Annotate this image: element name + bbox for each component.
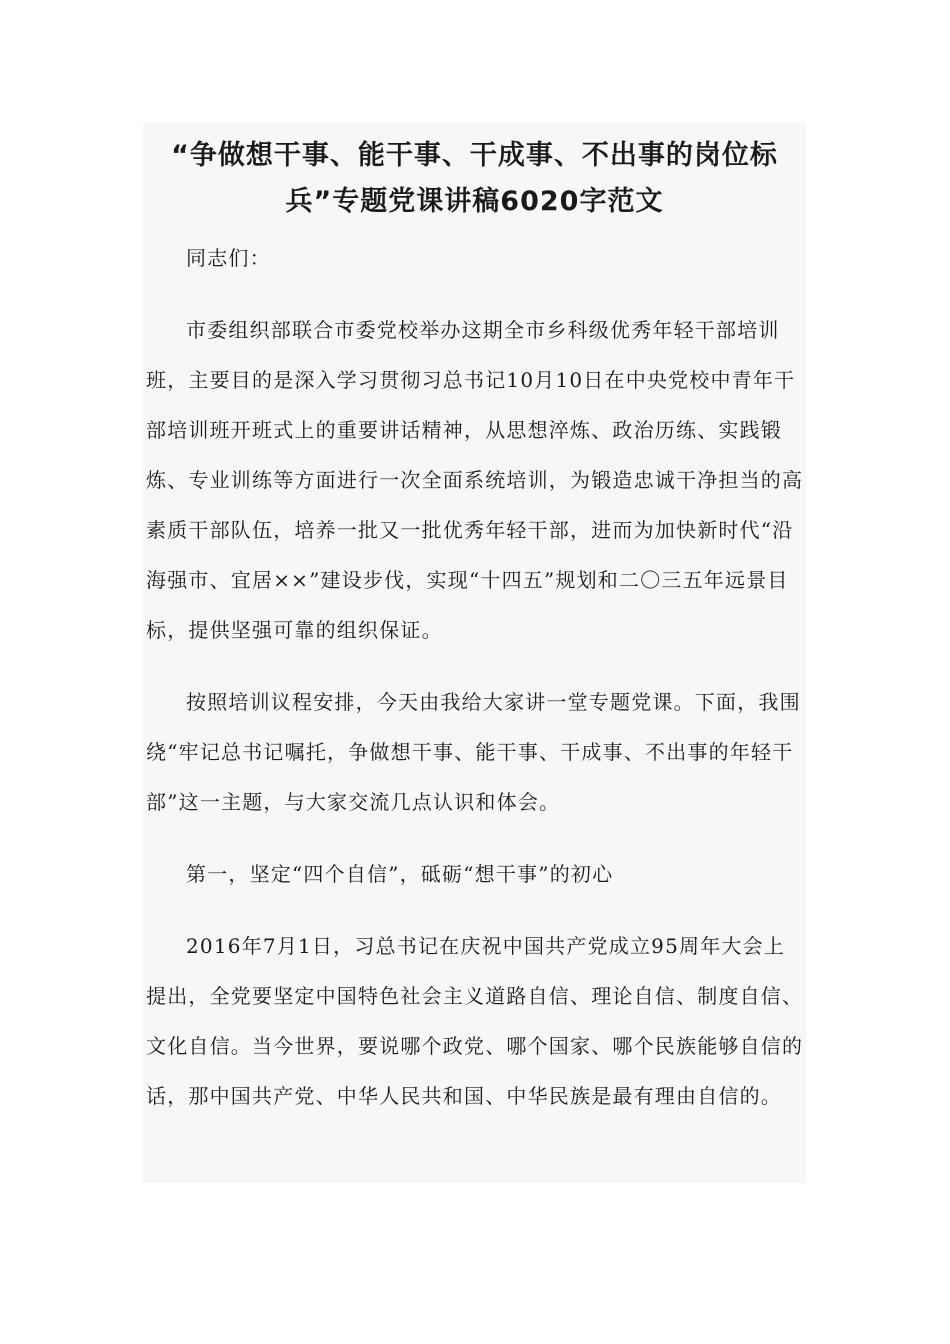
section-heading-1: 第一，坚定“四个自信”，砥砺“想干事”的初心 (186, 862, 614, 886)
paragraph-intro: 市委组织部联合市委党校举办这期全市乡科级优秀年轻干部培训班，主要目的是深入学习贯彻习总书记10月10日在中央党校中青年干部培训班开班式上的重要讲话精神，从思想淬炼、政治历练、实践锻炼、专业训练等方面进行一次全面系统培训，为锻造忠诚干净担当的高素质干部队伍，培养一批又一批优秀年轻干部，进而为加快新时代“沿海强市、宜居××”建设步伐，实现“十四五”规划和二〇三五年远景目标，提供坚强可靠的组织保证。 (146, 318, 804, 642)
document-title (143, 133, 806, 225)
title-line-2: 兵”专题党课讲稿6020字范文 (285, 186, 664, 217)
paragraph-agenda: 按照培训议程安排，今天由我给大家讲一堂专题党课。下面，我围绕“牢记总书记嘱托，争做想干事、能干事、干成事、不出事的年轻干部”这一主题，与大家交流几点认识和体会。 (146, 690, 801, 814)
document-page (143, 123, 806, 1183)
document-body (146, 233, 806, 1143)
paragraph-section-1: 2016年7月1日，习总书记在庆祝中国共产党成立95周年大会上提出，全党要坚定中国特色社会主义道路自信、理论自信、制度自信、文化自信。当今世界，要说哪个政党、哪个国家、哪个民族能够自信的话，那中国共产党、中华人民共和国、中华民族是最有理由自信的。 (146, 934, 804, 1108)
greeting: 同志们： (186, 246, 271, 270)
title-line-1: “争做想干事、能干事、干成事、不出事的岗位标 (171, 140, 778, 171)
